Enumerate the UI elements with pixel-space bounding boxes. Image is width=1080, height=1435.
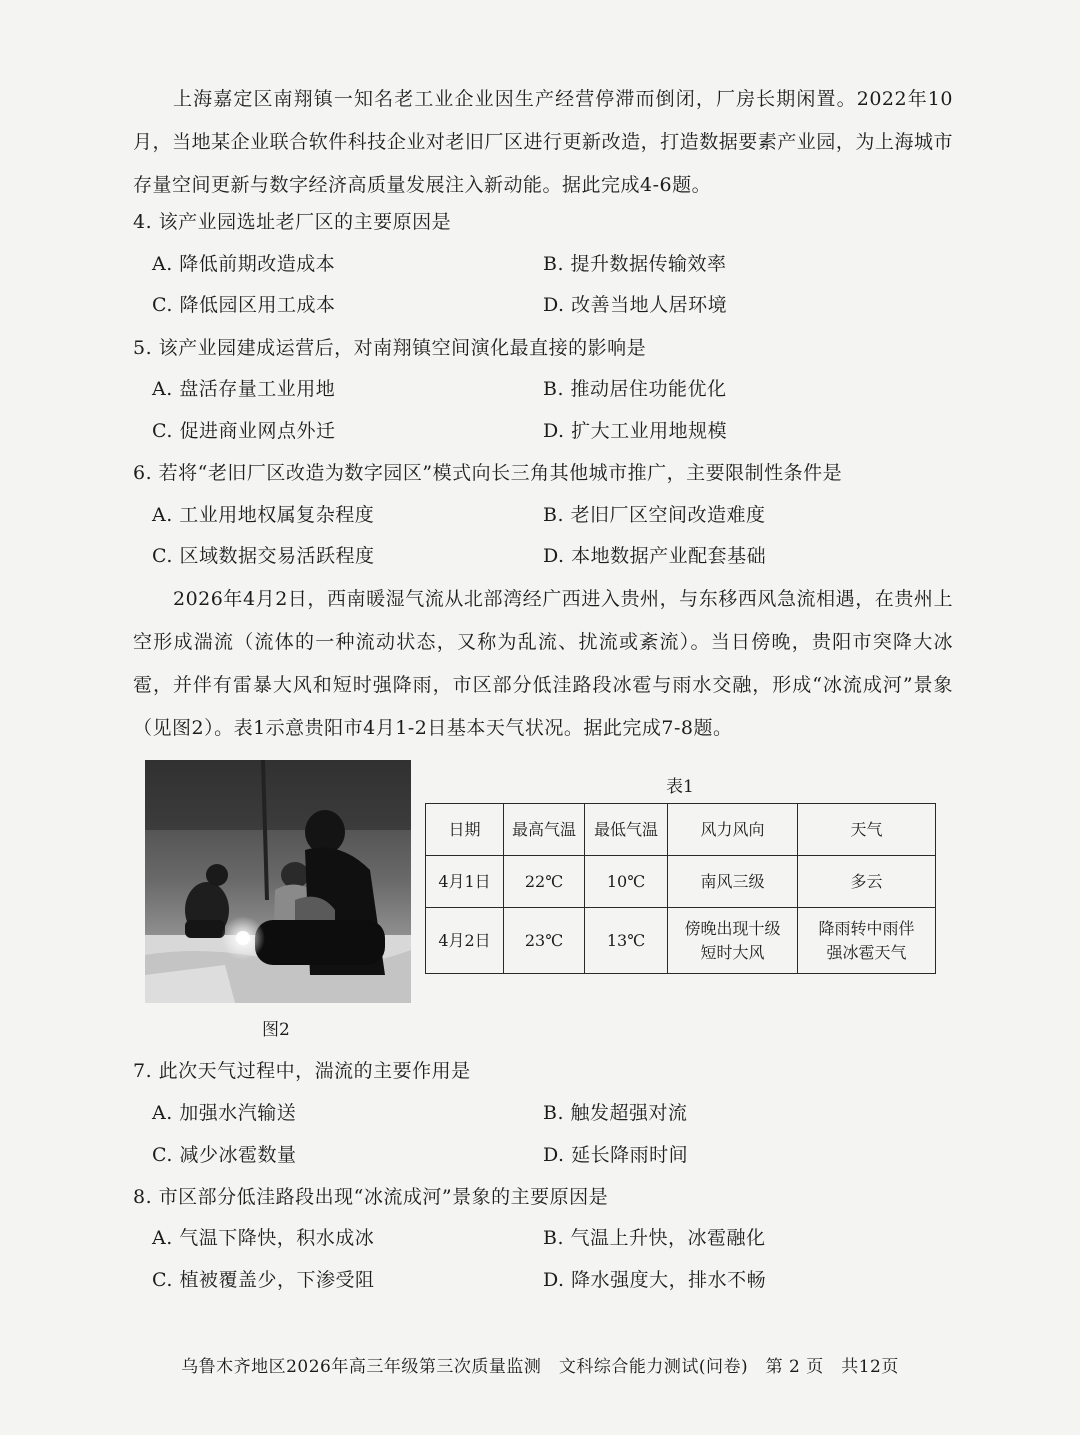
question-8-stem: 8. 市区部分低洼路段出现“冰流成河”景象的主要原因是	[133, 1186, 609, 1208]
cell-wind: 南风三级	[668, 856, 798, 908]
question-5-option-a: A. 盘活存量工业用地	[152, 378, 336, 400]
question-7-stem: 7. 此次天气过程中，湍流的主要作用是	[133, 1060, 471, 1082]
question-8-option-d: D. 降水强度大，排水不畅	[543, 1269, 767, 1291]
table-row	[426, 908, 936, 974]
cell-weather: 多云	[798, 856, 936, 908]
question-8-option-a: A. 气温下降快，积水成冰	[152, 1227, 375, 1249]
question-6-stem: 6. 若将“老旧厂区改造为数字园区”模式向长三角其他城市推广，主要限制性条件是	[133, 462, 843, 484]
question-6-option-c: C. 区域数据交易活跃程度	[152, 545, 375, 567]
table-caption: 表1	[666, 777, 694, 797]
cell-max-temp: 22℃	[504, 856, 585, 908]
question-4-option-d: D. 改善当地人居环境	[543, 294, 728, 316]
header-wind: 风力风向	[668, 804, 798, 856]
question-6-option-b: B. 老旧厂区空间改造难度	[543, 504, 766, 526]
cell-wind: 傍晚出现十级短时大风	[668, 908, 798, 974]
question-7-option-b: B. 触发超强对流	[543, 1102, 688, 1124]
header-min-temp: 最低气温	[585, 804, 668, 856]
weather-table	[425, 803, 936, 974]
question-4-option-b: B. 提升数据传输效率	[543, 253, 727, 275]
question-5-option-c: C. 促进商业网点外迁	[152, 420, 336, 442]
passage-1: 上海嘉定区南翔镇一知名老工业企业因生产经营停滞而倒闭，厂房长期闲置。2022年10月，当地某企业联合软件科技企业对老旧厂区进行更新改造，打造数据要素产业园，为上海城市存量空间更新与数字经济高质量发展注入新动能。据此完成4-6题。	[133, 88, 953, 196]
question-7-option-a: A. 加强水汽输送	[152, 1102, 297, 1124]
question-7-option-c: C. 减少冰雹数量	[152, 1144, 297, 1166]
question-8-option-c: C. 植被覆盖少，下渗受阻	[152, 1269, 375, 1291]
cell-date: 4月2日	[426, 908, 504, 974]
table-header-row	[426, 804, 936, 856]
question-5-option-b: B. 推动居住功能优化	[543, 378, 727, 400]
cell-max-temp: 23℃	[504, 908, 585, 974]
question-7-option-d: D. 延长降雨时间	[543, 1144, 689, 1166]
passage-2: 2026年4月2日，西南暖湿气流从北部湾经广西进入贵州，与东移西风急流相遇，在贵州上空形成湍流（流体的一种流动状态，又称为乱流、扰流或紊流）。当日傍晚，贵阳市突降大冰雹，并伴有雷暴大风和短时强降雨，市区部分低洼路段冰雹与雨水交融，形成“冰流成河”景象（见图2）。表1示意贵阳市4月1-2日基本天气状况。据此完成7-8题。	[133, 588, 953, 739]
cell-date: 4月1日	[426, 856, 504, 908]
question-5-stem: 5. 该产业园建成运营后，对南翔镇空间演化最直接的影响是	[133, 337, 647, 359]
figure-caption: 图2	[262, 1020, 290, 1040]
question-4-option-a: A. 降低前期改造成本	[152, 253, 336, 275]
question-5-option-d: D. 扩大工业用地规模	[543, 420, 728, 442]
table-row	[426, 856, 936, 908]
question-6-option-d: D. 本地数据产业配套基础	[543, 545, 767, 567]
header-weather: 天气	[798, 804, 936, 856]
cell-min-temp: 13℃	[585, 908, 668, 974]
question-4-stem: 4. 该产业园选址老厂区的主要原因是	[133, 211, 452, 233]
header-date: 日期	[426, 804, 504, 856]
header-max-temp: 最高气温	[504, 804, 585, 856]
cell-weather: 降雨转中雨伴强冰雹天气	[798, 908, 936, 974]
question-4-option-c: C. 降低园区用工成本	[152, 294, 336, 316]
cell-min-temp: 10℃	[585, 856, 668, 908]
page-footer: 乌鲁木齐地区2026年高三年级第三次质量监测 文科综合能力测试(问卷) 第 2 页 共12页	[181, 1357, 899, 1377]
question-8-option-b: B. 气温上升快，冰雹融化	[543, 1227, 766, 1249]
hailstorm-photo	[145, 760, 411, 1003]
question-6-option-a: A. 工业用地权属复杂程度	[152, 504, 375, 526]
